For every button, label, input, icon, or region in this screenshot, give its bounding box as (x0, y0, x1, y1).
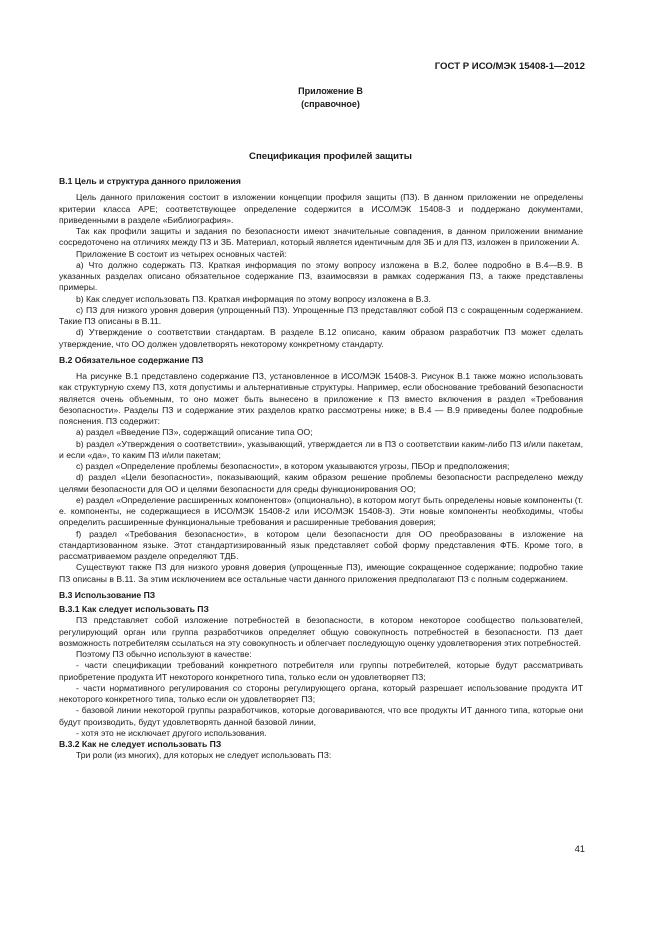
section-heading: В.2 Обязательное содержание ПЗ (59, 354, 204, 365)
list-item: f) раздел «Требования безопасности», в котором цели безопасности для ОО преобразованы в изложение на стандартизованном языке. Этот стандартизированный язык представляет собой форму представления ФТБ. Кроме того, в рассматриваемом разделе определяют ТДБ. (59, 528, 583, 561)
paragraph: Приложение В состоит из четырех основных частей: (76, 248, 287, 259)
page-title: Спецификация профилей защиты (249, 151, 412, 162)
list-item: - хотя это не исключает другого использования. (76, 727, 267, 738)
paragraph: ПЗ представляет собой изложение потребностей в безопасности, в котором некоторое сообщество пользователей, регулирующий орган или группа разработчиков определяет общую совокупность потребностей в безопасности. ПЗ дает возможность потребителям ссылаться на эту совокупность и облегчает последующую оценку удовлетворения этих потребностей. (59, 615, 583, 648)
paragraph: Три роли (из многих), для которых не следует использовать ПЗ: (76, 750, 332, 761)
list-item: b) раздел «Утверждения о соответствии», указывающий, утверждается ли в ПЗ о соответствии каким-либо ПЗ и/или пакетам, и если «да», то каким ПЗ и/или пакетам; (59, 438, 583, 460)
list-item: d) раздел «Цели безопасности», показывающий, каким образом решение проблемы безопасности распределено между целями безопасности для ОО и целями безопасности для среды функционирования ОО; (59, 472, 583, 494)
appendix-heading (0, 85, 661, 110)
list-item: b) Как следует использовать ПЗ. Краткая информация по этому вопросу изложена в В.3. (76, 293, 431, 304)
list-item: d) Утверждение о соответствии стандартам. В разделе В.12 описано, каким образом разработчик ПЗ может сделать утверждение, что ОО должен удовлетворять некоторому конкретному стандарту. (59, 327, 583, 349)
appendix-label: Приложение В (298, 86, 363, 96)
subsection-heading: В.3.2 Как не следует использовать ПЗ (59, 739, 222, 749)
appendix-type: (справочное) (301, 98, 360, 109)
paragraph: Поэтому ПЗ обычно используют в качестве: (76, 649, 252, 659)
list-item: а) раздел «Введение ПЗ», содержащий описание типа ОО; (76, 427, 313, 438)
list-item: - части нормативного регулирования со стороны регулирующего органа, который разрешает использование продукта ИТ некоторого конкретного типа, только если он удовлетворяет ПЗ; (59, 682, 583, 704)
section-heading: В.3 Использование ПЗ (59, 589, 156, 600)
paragraph: Цель данного приложения состоит в изложении концепции профиля защиты (ПЗ). В данном приложении не определены критерии класса APE; соответствующее определение содержится в ИСО/МЭК 15408-3 и поддержано документами, приведенными в разделе «Библиография». (59, 192, 583, 225)
page-number: 41 (574, 843, 585, 854)
paragraph: Существуют также ПЗ для низкого уровня доверия (упрощенные ПЗ), имеющие сокращенное содержание; подробно такие ПЗ описаны в В.11. За этим исключением все остальные части данного приложения предполагают ПЗ с полным содержанием. (59, 562, 583, 584)
list-item: - части спецификации требований конкретного потребителя или группы потребителей, которые будут рассматривать приобретение продукта ИТ некоторого конкретного типа, только если он удовлетворяет ПЗ; (59, 660, 583, 682)
paragraph: На рисунке В.1 представлено содержание ПЗ, установленное в ИСО/МЭК 15408-3. Рисунок В.1 также можно использовать как структурную схему ПЗ, хотя допустимы и альтернативные структуры. Например, если обоснование требований безопасности является очень объемным, то оно может быть вынесено в приложение к ПЗ вместо включения в раздел «Требования безопасности». Разделы ПЗ и содержание этих разделов кратко рассмотрены ниже; в В.4 — В.9 приведены более подробные пояснения. ПЗ содержит: (59, 371, 583, 426)
section-heading: В.1 Цель и структура данного приложения (59, 176, 241, 186)
document-body (59, 176, 583, 762)
list-item: e) раздел «Определение расширенных компонентов» (опционально), в котором могут быть определены новые компоненты (т. е. компоненты, не содержащиеся в ИСО/МЭК 15408-2 или ИСО/МЭК 15408-3). Эти новые компоненты необходимы, чтобы определить расширенные функциональные требования и расширенные требования доверия; (59, 494, 583, 528)
list-item: c) раздел «Определение проблемы безопасности», в котором указываются угрозы, ПБОр и предположения; (76, 461, 510, 471)
list-item: - базовой линии некоторой группы разработчиков, которые договариваются, что все продукты ИТ данного типа, которые они будут производить, будут удовлетворять данной базовой линии, (59, 705, 583, 727)
standard-header: ГОСТ Р ИСО/МЭК 15408-1—2012 (434, 61, 585, 72)
list-item: а) Что должно содержать ПЗ. Краткая информация по этому вопросу изложена в В.2, более подробно в В.4—В.9. В указанных разделах описано обязательное содержание ПЗ, взаимосвязи в рамках содержания ПЗ, а также представлены примеры. (59, 259, 583, 293)
paragraph: Так как профили защиты и задания по безопасности имеют значительные совпадения, в данном приложении внимание сосредоточено на отличиях между ПЗ и ЗБ. Материал, который является идентичным для ЗБ и для ПЗ, изложен в приложении А. (59, 226, 583, 248)
subsection-heading: В.3.1 Как следует использовать ПЗ (59, 604, 209, 614)
list-item: c) ПЗ для низкого уровня доверия (упрощенный ПЗ). Упрощенные ПЗ представляют собой ПЗ с сокращенным содержанием. Такие ПЗ описаны в В.11. (59, 304, 583, 326)
